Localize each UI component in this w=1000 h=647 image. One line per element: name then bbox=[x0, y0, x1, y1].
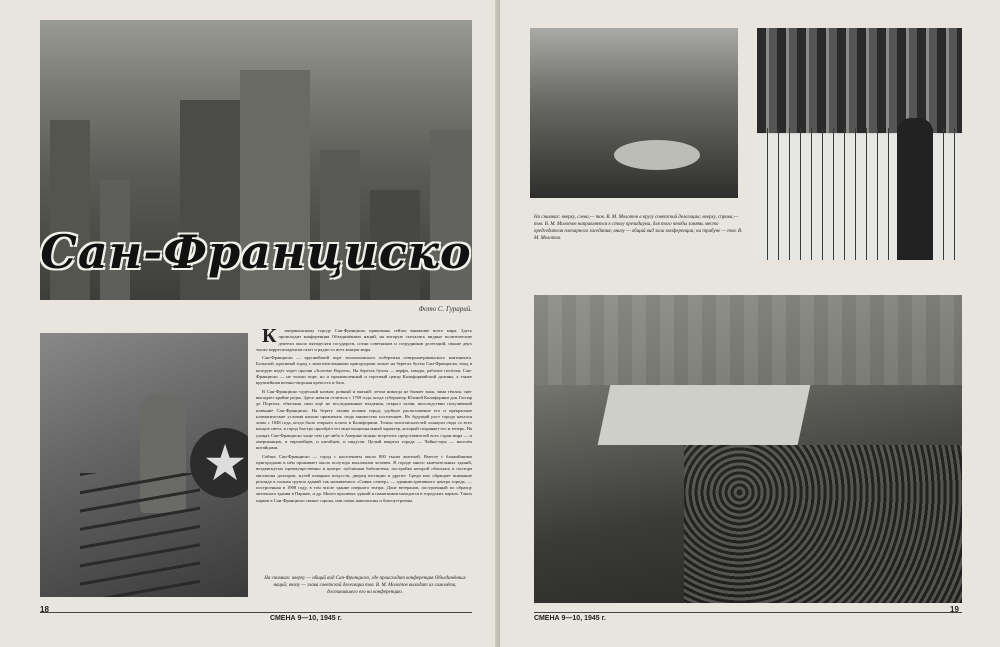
article-paragraph: В Сан-Франциско чудесный климат, ровный и мягкий: летом никогда не бывает зноя, зима тёплая, снег выпадает крайне редко. Здесь начали селиться с 1769 года, когда губернатор Южной Калифорнии дон Гаспар де Портола, объезжая свои ещё не исследованные владения, открыл залив, впоследствии получивший название Сан-Франциско. На берегу залива возник город; удобное расположение его и прекрасные климатические условия начали привлекать сюда множество поселенцев. Но будущий рост города начался лишь с 1848 года, когда было открыто золото в Калифорнии. Толпы золотоискателей хлынули сюда со всех концов света, и город быстро приобрёл тот многонациональный характер, который сохраняет его и теперь. На улицах Сан-Франциско чаще чем где-либо в Америке можно встретить представителей всех стран мира — и американцев, и европейцев, и китайцев, и индусов. Целый квартал города — Чайна-таун — населён китайцами. bbox=[256, 388, 472, 451]
article-paragraph: Сан-Франциско — крупнейший порт тихоокеанского побережья североамериканского континента. Большой, красивый город с многочисленными пригородами лежит на берегах бухты Сан-Франциско, вход в которую ведёт через пролив «Золотые Ворота». На берегах бухты — верфи, заводы, рабочие посёлки. Сан-Франциско — не только порт, но и промышленный и торговый центр Калифорнийской долины, а также крупнейшая военно-морская крепость и база. bbox=[256, 355, 472, 386]
page-number-right: 19 bbox=[950, 605, 959, 614]
star-icon: ★ bbox=[202, 434, 248, 492]
round-table bbox=[614, 140, 700, 170]
airstairs bbox=[80, 473, 200, 597]
flags bbox=[757, 28, 962, 133]
page-number-left: 18 bbox=[40, 605, 49, 614]
footer-rule bbox=[534, 612, 962, 613]
audience bbox=[684, 445, 962, 603]
delegation-meeting-photo bbox=[530, 28, 738, 198]
article-body bbox=[256, 325, 472, 506]
article-title: Сан-Франциско bbox=[40, 225, 472, 279]
running-head-left: СМЕНА 9—10, 1945 г. bbox=[270, 615, 342, 622]
footer-rule bbox=[40, 612, 472, 613]
speaker-figure bbox=[897, 118, 933, 260]
star-insignia bbox=[190, 428, 248, 498]
presidium-stage bbox=[598, 385, 811, 445]
left-photo-caption: На снимках: вверху — общий вид Сан-Франциско, где происходит конференция Объединённых наций; внизу — глава советской делегации тов. В. М. Молотов выходит из самолёта, доставившего его на конференцию. bbox=[264, 576, 466, 595]
article-paragraph: Сейчас Сан-Франциско — город с населением около 800 тысяч жителей. Вместе с ближайшими пригородами в нём проживает около полутора миллионов человек. В городе много замечательных зданий, воздвигнутых преимущественно в центре: публичная библиотека, постройка которой обошлась в полтора миллиона долларов, музей изящных искусств, дворец юстиции и другие. Среди них обращает внимание ротонда в полная группа зданий так называемого «Сивик сентер» — административного центра города, — построенная в 1908 году, в том числе здание оперного театра. Доне ветеранов, построенный по образцу античного здания в Париже, и др. Много красивых зданий и памятников находится в городских парках. Таких парков в Сан-Франциско свыше сорока, они очень живописны и благоустроены. bbox=[256, 453, 472, 503]
molotov-plane-photo bbox=[40, 333, 248, 597]
right-photo-caption: На снимках: вверху, слева,— тов. В. М. Молотов в кругу советской делегации; вверху, справа,— тов. В. М. Молотов направляется к столу президиума, для того чтобы занять место председателя пленарного заседания; внизу — общий вид зала конференции; на трибуне — тов. В. М. Молотов. bbox=[534, 215, 743, 241]
running-head-right: СМЕНА 9—10, 1945 г. bbox=[534, 615, 606, 622]
conference-hall-photo bbox=[534, 295, 962, 603]
photo-credit: Фото С. Гурарий. bbox=[418, 305, 472, 313]
hall-columns bbox=[534, 295, 962, 385]
article-paragraph: К американскому городу Сан-Франциско прикованы сейчас внимание всего мира. Здесь происходит конференция Объединённых наций, на которую съехались видные политические деятели около пятидесяти государств, сотни советников и сотрудников делегаций, свыше двух тысяч корреспондентов газет и радио со всех концов мира. bbox=[256, 325, 472, 352]
podium-flags-photo bbox=[757, 28, 962, 260]
drop-cap: К bbox=[262, 325, 277, 347]
